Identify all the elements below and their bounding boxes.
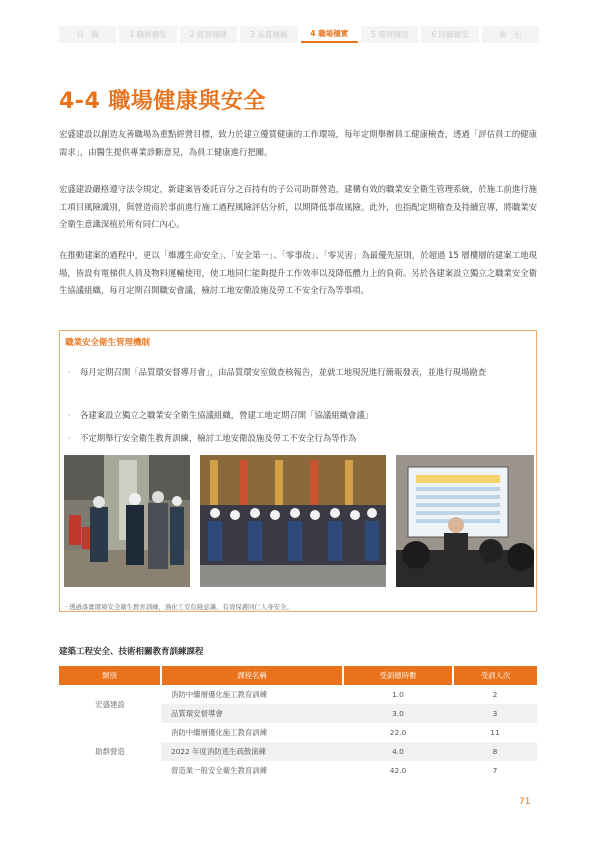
people-cell: 11 bbox=[490, 728, 500, 737]
nav-item-chapter-1[interactable]: 1 職掛穩榮 bbox=[119, 26, 176, 43]
nav-item-chapter-2[interactable]: 2 經營穩健 bbox=[180, 26, 237, 43]
paragraph-safety-system: 宏盛建設嚴格遵守法令規定，新建案皆委託百分之百持有的子公司助群營造，建構有效的職業安全衛生管理系統，於施工前進行施工項目風險識別，與營造商於事前進行施工過程風險評估分析，以期降低事故風險。此外，也指配定期稽查及持續宣導，將職業安全衛生意識深植於所有同仁內心。 bbox=[59, 184, 537, 229]
table-row bbox=[59, 685, 537, 704]
safety-mechanism-box bbox=[59, 330, 537, 612]
header-people: 受訓人次 bbox=[453, 666, 537, 685]
photo-caption: · 透過落實環境安全衛生教育訓練，強化工安危險意識、有效保護同仁人身安全。 bbox=[65, 603, 293, 611]
category-cell: 宏盛建設 bbox=[95, 699, 125, 709]
header-course: 課程名稱 bbox=[161, 666, 343, 685]
hours-cell: 22.0 bbox=[389, 728, 407, 737]
mechanism-title: 職業安全衛生管理機制 bbox=[65, 338, 151, 348]
hours-cell: 4.0 bbox=[343, 742, 453, 761]
mechanism-bullet: · 每月定期召開「品質環安督導月會」，由品質環安室做查核報告，並就工地現況進行簡報發表，並進行現場勘查 bbox=[68, 364, 533, 382]
hours-cell: 42.0 bbox=[389, 766, 407, 775]
people-cell: 2 bbox=[492, 690, 498, 699]
course-cell: 消防中繼層優化施工教育訓練 bbox=[171, 728, 268, 737]
nav-item-contents[interactable]: 目 錄 bbox=[59, 26, 116, 43]
course-cell: 2022 年度消防逃生疏散演練 bbox=[161, 742, 343, 761]
header-hours: 受訓總時數 bbox=[343, 666, 453, 685]
training-table bbox=[59, 666, 537, 780]
chapter-nav bbox=[59, 26, 539, 43]
people-cell: 8 bbox=[453, 742, 537, 761]
nav-item-index[interactable]: 索 引 bbox=[482, 26, 539, 43]
training-table-title: 建築工程安全、技術相關教育訓練課程 bbox=[59, 647, 204, 657]
hours-cell: 1.0 bbox=[392, 690, 404, 699]
table-header-row bbox=[59, 666, 537, 685]
mechanism-bullet: · 不定期舉行安全衛生教育訓練，檢討工地安衛設施及勞工不安全行為等作為 bbox=[68, 430, 533, 448]
page-number: 71 bbox=[519, 797, 531, 807]
header-category: 類別 bbox=[59, 666, 161, 685]
page-title: 4-4 職場健康與安全 bbox=[59, 89, 266, 114]
people-cell: 7 bbox=[492, 766, 498, 775]
mechanism-bullet: · 各建案設立獨立之職業安全衛生協議組織，營建工地定期召開「協議組織會議」 bbox=[68, 407, 533, 425]
bullet-dot-icon: · bbox=[68, 367, 71, 377]
bullet-dot-icon: · bbox=[68, 433, 71, 443]
photo-presentation bbox=[396, 455, 534, 587]
course-cell: 營造業一般安全衛生教育訓練 bbox=[171, 766, 268, 775]
nav-item-chapter-5[interactable]: 5 環境穩固 bbox=[361, 26, 418, 43]
people-cell: 3 bbox=[453, 704, 537, 723]
paragraph-health: 宏盛建設以創造友善職場為重點經營目標，致力於建立優質健康的工作環境，每年定期舉辦員工健康檢查，透過「評估員工的健康需求」，由醫生提供專業診斷意見，為員工健康進行把關。 bbox=[59, 129, 537, 157]
nav-item-chapter-4[interactable]: 4 職場穩實 bbox=[301, 26, 358, 43]
bullet-dot-icon: · bbox=[68, 410, 71, 420]
photo-site-inspection bbox=[64, 455, 190, 587]
nav-item-chapter-6[interactable]: 6 回饋穩安 bbox=[421, 26, 478, 43]
category-cell: 助群營造 bbox=[95, 747, 125, 756]
course-cell: 品質環安督導會 bbox=[161, 704, 343, 723]
paragraph-safety-principles: 在推動建案的過程中，更以「維護生命安全」、「安全第一」、「零事故」、「零災害」為最優先原則，於超過 15 層樓層的建案工地現場，皆設有電梯供人員及物料運輸使用，使工地同仁能夠提升工作效率以及降低體力上的負荷。另於各建案設立獨立之職業安全衛生協議組織，每月定期召開職安會議，檢討工地安衛設施及勞工不安全行為等事項。 bbox=[59, 250, 537, 295]
table-row bbox=[59, 723, 537, 742]
nav-item-chapter-3[interactable]: 3 品質穩揚 bbox=[240, 26, 297, 43]
course-cell: 消防中繼層優化施工教育訓練 bbox=[171, 690, 268, 699]
caption-bullet-icon: · bbox=[65, 603, 68, 611]
hours-cell: 3.0 bbox=[343, 704, 453, 723]
photo-group-training bbox=[200, 455, 386, 587]
